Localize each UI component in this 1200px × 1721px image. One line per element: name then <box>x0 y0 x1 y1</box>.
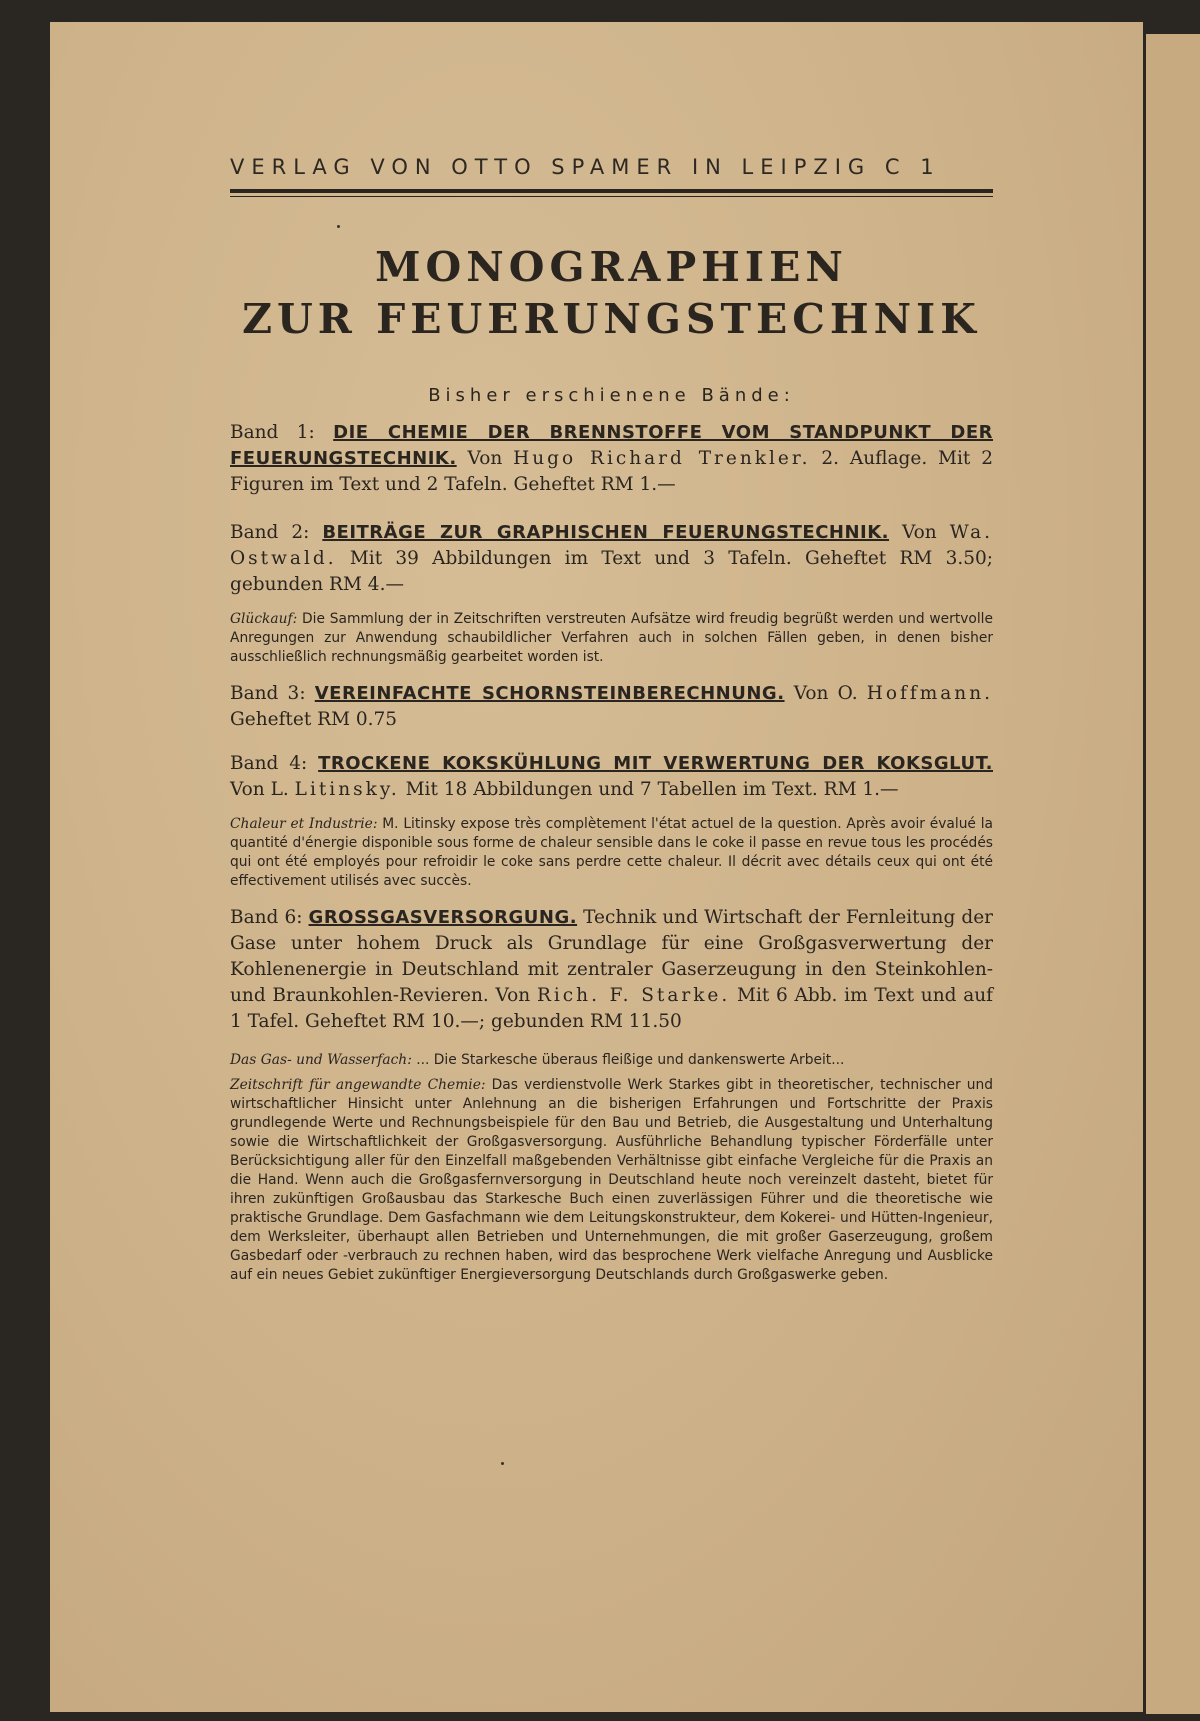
review-text: M. Litinsky expose très complètement l'état actuel de la question. Après avoir évalué la quantité d'énergie disponible sous forme de chaleur sensible dans le coke il passe en revue tous les procédés qui ont été employés pour refroidir le coke sans perdre cette chaleur. Il décrit avec détails ceux qui ont été effectivement utilisés avec succès. <box>230 816 993 889</box>
volume-entry-2 <box>230 520 993 598</box>
volume-entry-3 <box>230 681 993 733</box>
author-prefix: Von L. <box>230 779 289 800</box>
review-text: Das verdienstvolle Werk Starkes gibt in theoretischer, technischer und wirtschaftlicher Hinsicht unter Anlehnung an die bisherigen Erfahrungen und Fortschritte der Praxis grundlegende Werte und Rechnungsbeispiele für den Bau und Betrieb, die Ausgestaltung und Unterhaltung sowie die Wirtschaftlichkeit der Großgasversorgung. Ausführliche Behandlung typischer Förderfälle unter Berücksichtigung aller für den Einzelfall maßgebenden Verhältnisse gibt einfache Vergleiche für die Praxis an die Hand. Wenn auch die Großgasfernversorgung in Deutschland heute noch vereinzelt dasteht, bietet für ihren zukünftigen Großausbau das Starkesche Buch einen zuverlässigen Führer und die theoretische wie praktische Grundlage. Dem Gasfachmann wie dem Leitungskonstrukteur, dem Kokerei- und Hütten-Ingenieur, dem Werksleiter, überhaupt allen Betrieben und Unternehmungen, die mit großer Gaserzeugung, großem Gasbedarf oder -verbrauch zu rechnen haben, wird das besprochene Werk vielfache Anregung und Ausblicke auf ein neues Gebiet zukünftiger Energieversorgung Deutschlands durch Großgaswerke geben. <box>230 1077 994 1283</box>
volume-label: Band 6: <box>230 907 303 928</box>
series-title-line2: ZUR FEUERUNGSTECHNIK <box>242 295 981 343</box>
volume-details: 2. Auflage. Mit 2 Figuren im Text und 2 Tafeln. Geheftet RM 1.— <box>230 448 993 495</box>
series-title-line1: MONOGRAPHIEN <box>375 243 848 291</box>
publisher-line: VERLAG VON OTTO SPAMER IN LEIPZIG C 1 <box>230 155 941 179</box>
volume-title: DIE CHEMIE DER BRENNSTOFFE VOM STANDPUNKT DER FEUERUNGSTECHNIK. <box>230 422 993 469</box>
paper-speck <box>501 1462 504 1465</box>
author-prefix: Von <box>467 448 503 469</box>
volume-author: Wa. Ostwald. <box>230 522 994 569</box>
volume-title: TROCKENE KOKSKÜHLUNG MIT VERWERTUNG DER KOKSGLUT. <box>318 753 993 774</box>
volume-entry-4 <box>230 751 993 803</box>
volume-author: Hoffmann. <box>866 683 994 704</box>
review-zeitschrift <box>230 1076 993 1285</box>
paper-speck <box>337 225 340 228</box>
volume-label: Band 2: <box>230 522 310 543</box>
author-prefix: Von <box>902 522 937 543</box>
header-rule-thick <box>230 189 993 193</box>
volume-details: Geheftet RM 0.75 <box>230 709 398 730</box>
adjacent-page-edge <box>1146 34 1200 1714</box>
review-text: ... Die Starkesche überaus fleißige und dankenswerte Arbeit... <box>416 1052 845 1068</box>
volume-label: Band 1: <box>230 422 315 443</box>
review-glueckauf <box>230 610 993 667</box>
document-content <box>230 155 993 1285</box>
volume-label: Band 3: <box>230 683 306 704</box>
volumes-subtitle: Bisher erschienene Bände: <box>428 385 795 406</box>
volume-author: Rich. F. Starke. <box>536 985 731 1006</box>
volume-details: Mit 6 Abb. im Text und auf 1 Tafel. Geheftet RM 10.—; gebunden RM 11.50 <box>230 985 993 1032</box>
volume-description: Technik und Wirtschaft der Fernleitung der Gase unter hohem Druck als Grundlage für eine Großgasverwertung der Kohlenenergie in Deutschland mit zentraler Gaserzeugung in den Steinkohlen- und Braunkohlen-Revieren. Von <box>230 907 993 1006</box>
volume-author: Hugo Richard Trenkler. <box>513 448 811 469</box>
volume-title: VEREINFACHTE SCHORNSTEINBERECHNUNG. <box>314 683 785 704</box>
review-source: Zeitschrift für angewandte Chemie: <box>230 1077 486 1093</box>
author-prefix: Von O. <box>793 683 858 704</box>
volume-details: Mit 18 Abbildungen und 7 Tabellen im Text. RM 1.— <box>405 779 899 800</box>
volume-entry-6 <box>230 905 993 1035</box>
review-chaleur <box>230 815 993 891</box>
volume-entry-1 <box>230 420 993 498</box>
header-rule-thin <box>230 196 993 197</box>
review-source: Glückauf: <box>230 611 298 627</box>
review-source: Das Gas- und Wasserfach: <box>230 1052 412 1068</box>
review-text: Die Sammlung der in Zeitschriften verstreuten Aufsätze wird freudig begrüßt werden und wertvolle Anregungen zur Anwendung schaubildlicher Verfahren auch in solchen Fällen geben, in denen bisher ausschließlich rechnungsmäßig gearbeitet worden ist. <box>230 611 993 665</box>
volume-title: GROSSGASVERSORGUNG. <box>308 907 578 928</box>
volume-title: BEITRÄGE ZUR GRAPHISCHEN FEUERUNGSTECHNIK. <box>322 522 890 543</box>
review-source: Chaleur et Industrie: <box>230 816 378 832</box>
series-title <box>230 241 993 345</box>
volume-label: Band 4: <box>230 753 308 774</box>
review-gas-wasser <box>230 1051 993 1070</box>
volume-author: Litinsky. <box>294 779 400 800</box>
volume-details: Mit 39 Abbildungen im Text und 3 Tafeln. Geheftet RM 3.50; gebunden RM 4.— <box>230 548 993 595</box>
